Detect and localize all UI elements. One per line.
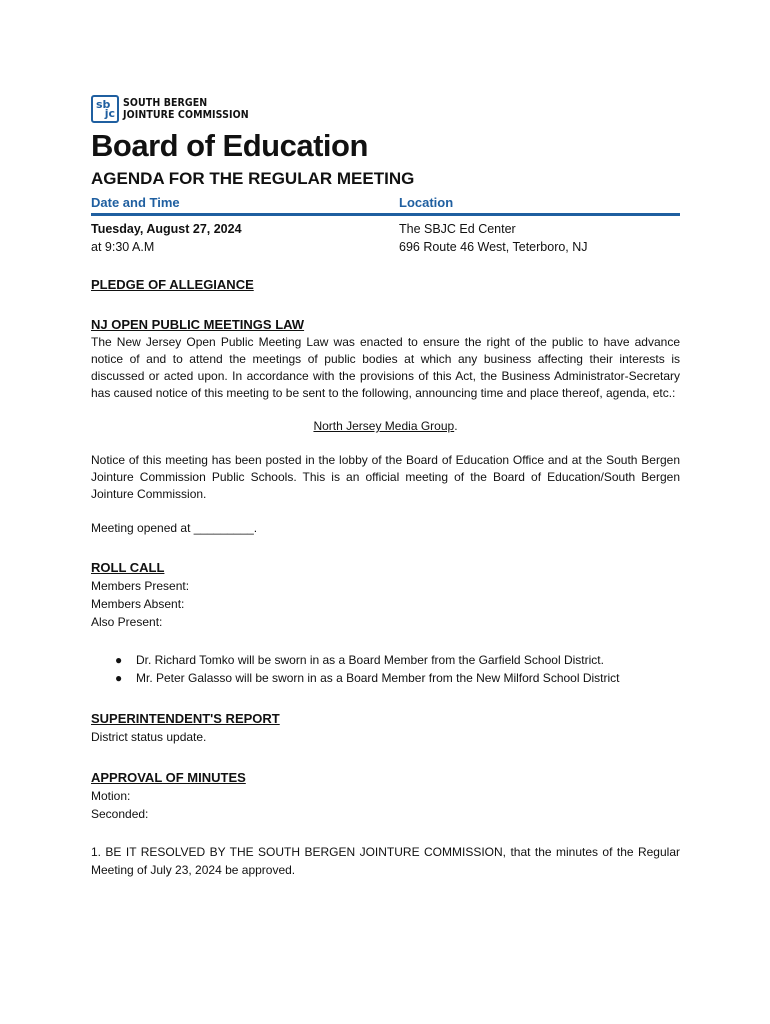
seconded-line: Seconded:	[91, 807, 149, 821]
sworn-in-list	[91, 651, 680, 687]
notice-paragraph: Notice of this meeting has been posted in the lobby of the Board of Education Office and at the South Bergen Jointure Commission Public Schools. This is an official meeting of the Board of Education/South Bergen Jointure Commission.	[91, 453, 680, 501]
meeting-date: Tuesday, August 27, 2024	[91, 222, 242, 236]
bullet-icon: ●	[115, 671, 123, 685]
meeting-opened-line: Meeting opened at _________.	[91, 521, 258, 535]
location-address: 696 Route 46 West, Teterboro, NJ	[399, 240, 588, 254]
sbjc-logo	[91, 94, 680, 124]
sbjc-logo-icon: sb jc	[91, 95, 119, 123]
minutes-heading: APPROVAL OF MINUTES	[91, 770, 246, 785]
superintendent-heading: SUPERINTENDENT'S REPORT	[91, 711, 280, 726]
date-time-cell	[91, 220, 399, 256]
also-present: Also Present:	[91, 615, 163, 629]
agenda-subtitle: AGENDA FOR THE REGULAR MEETING	[91, 169, 415, 188]
logo-line-1: SOUTH BERGEN	[123, 97, 208, 109]
recipient-name: North Jersey Media Group	[313, 419, 455, 433]
members-present: Members Present:	[91, 579, 190, 593]
motion-line: Motion:	[91, 789, 131, 803]
logo-line-2: JOINTURE COMMISSION	[123, 109, 249, 121]
location-name: The SBJC Ed Center	[399, 222, 516, 236]
page-title: Board of Education	[91, 128, 368, 163]
logo-wordmark	[123, 97, 263, 121]
date-time-header: Date and Time	[91, 195, 180, 210]
document-content	[91, 94, 680, 879]
meeting-time: at 9:30 A.M	[91, 240, 155, 254]
opma-heading: NJ OPEN PUBLIC MEETINGS LAW	[91, 317, 305, 332]
list-item: ● Mr. Peter Galasso will be sworn in as a Board Member from the New Milford School District	[115, 671, 620, 685]
opma-paragraph: The New Jersey Open Public Meeting Law was enacted to ensure the right of the public to have advance notice of and to attend the meetings of public bodies at which any business affecting their interests is discussed or acted upon. In accordance with the provisions of this Act, the Business Administrator-Secretary has caused notice of this meeting to be sent to the following, announcing time and place thereof, agenda, etc.:	[91, 335, 680, 400]
location-header: Location	[399, 195, 454, 210]
meeting-info-header	[91, 195, 680, 216]
meeting-info-row	[91, 220, 680, 256]
roll-call-heading: ROLL CALL	[91, 560, 165, 575]
location-cell	[399, 220, 588, 256]
pledge-heading: PLEDGE OF ALLEGIANCE	[91, 277, 254, 292]
notice-recipient: North Jersey Media Group.	[313, 419, 458, 433]
bullet-icon: ●	[115, 653, 123, 667]
minutes-resolution: 1. BE IT RESOLVED BY THE SOUTH BERGEN JOINTURE COMMISSION, that the minutes of the Regular Meeting of July 23, 2024 be approved.	[91, 845, 680, 877]
members-absent: Members Absent:	[91, 597, 185, 611]
superintendent-text: District status update.	[91, 730, 207, 744]
list-item: ● Dr. Richard Tomko will be sworn in as a Board Member from the Garfield School District.	[115, 653, 604, 667]
